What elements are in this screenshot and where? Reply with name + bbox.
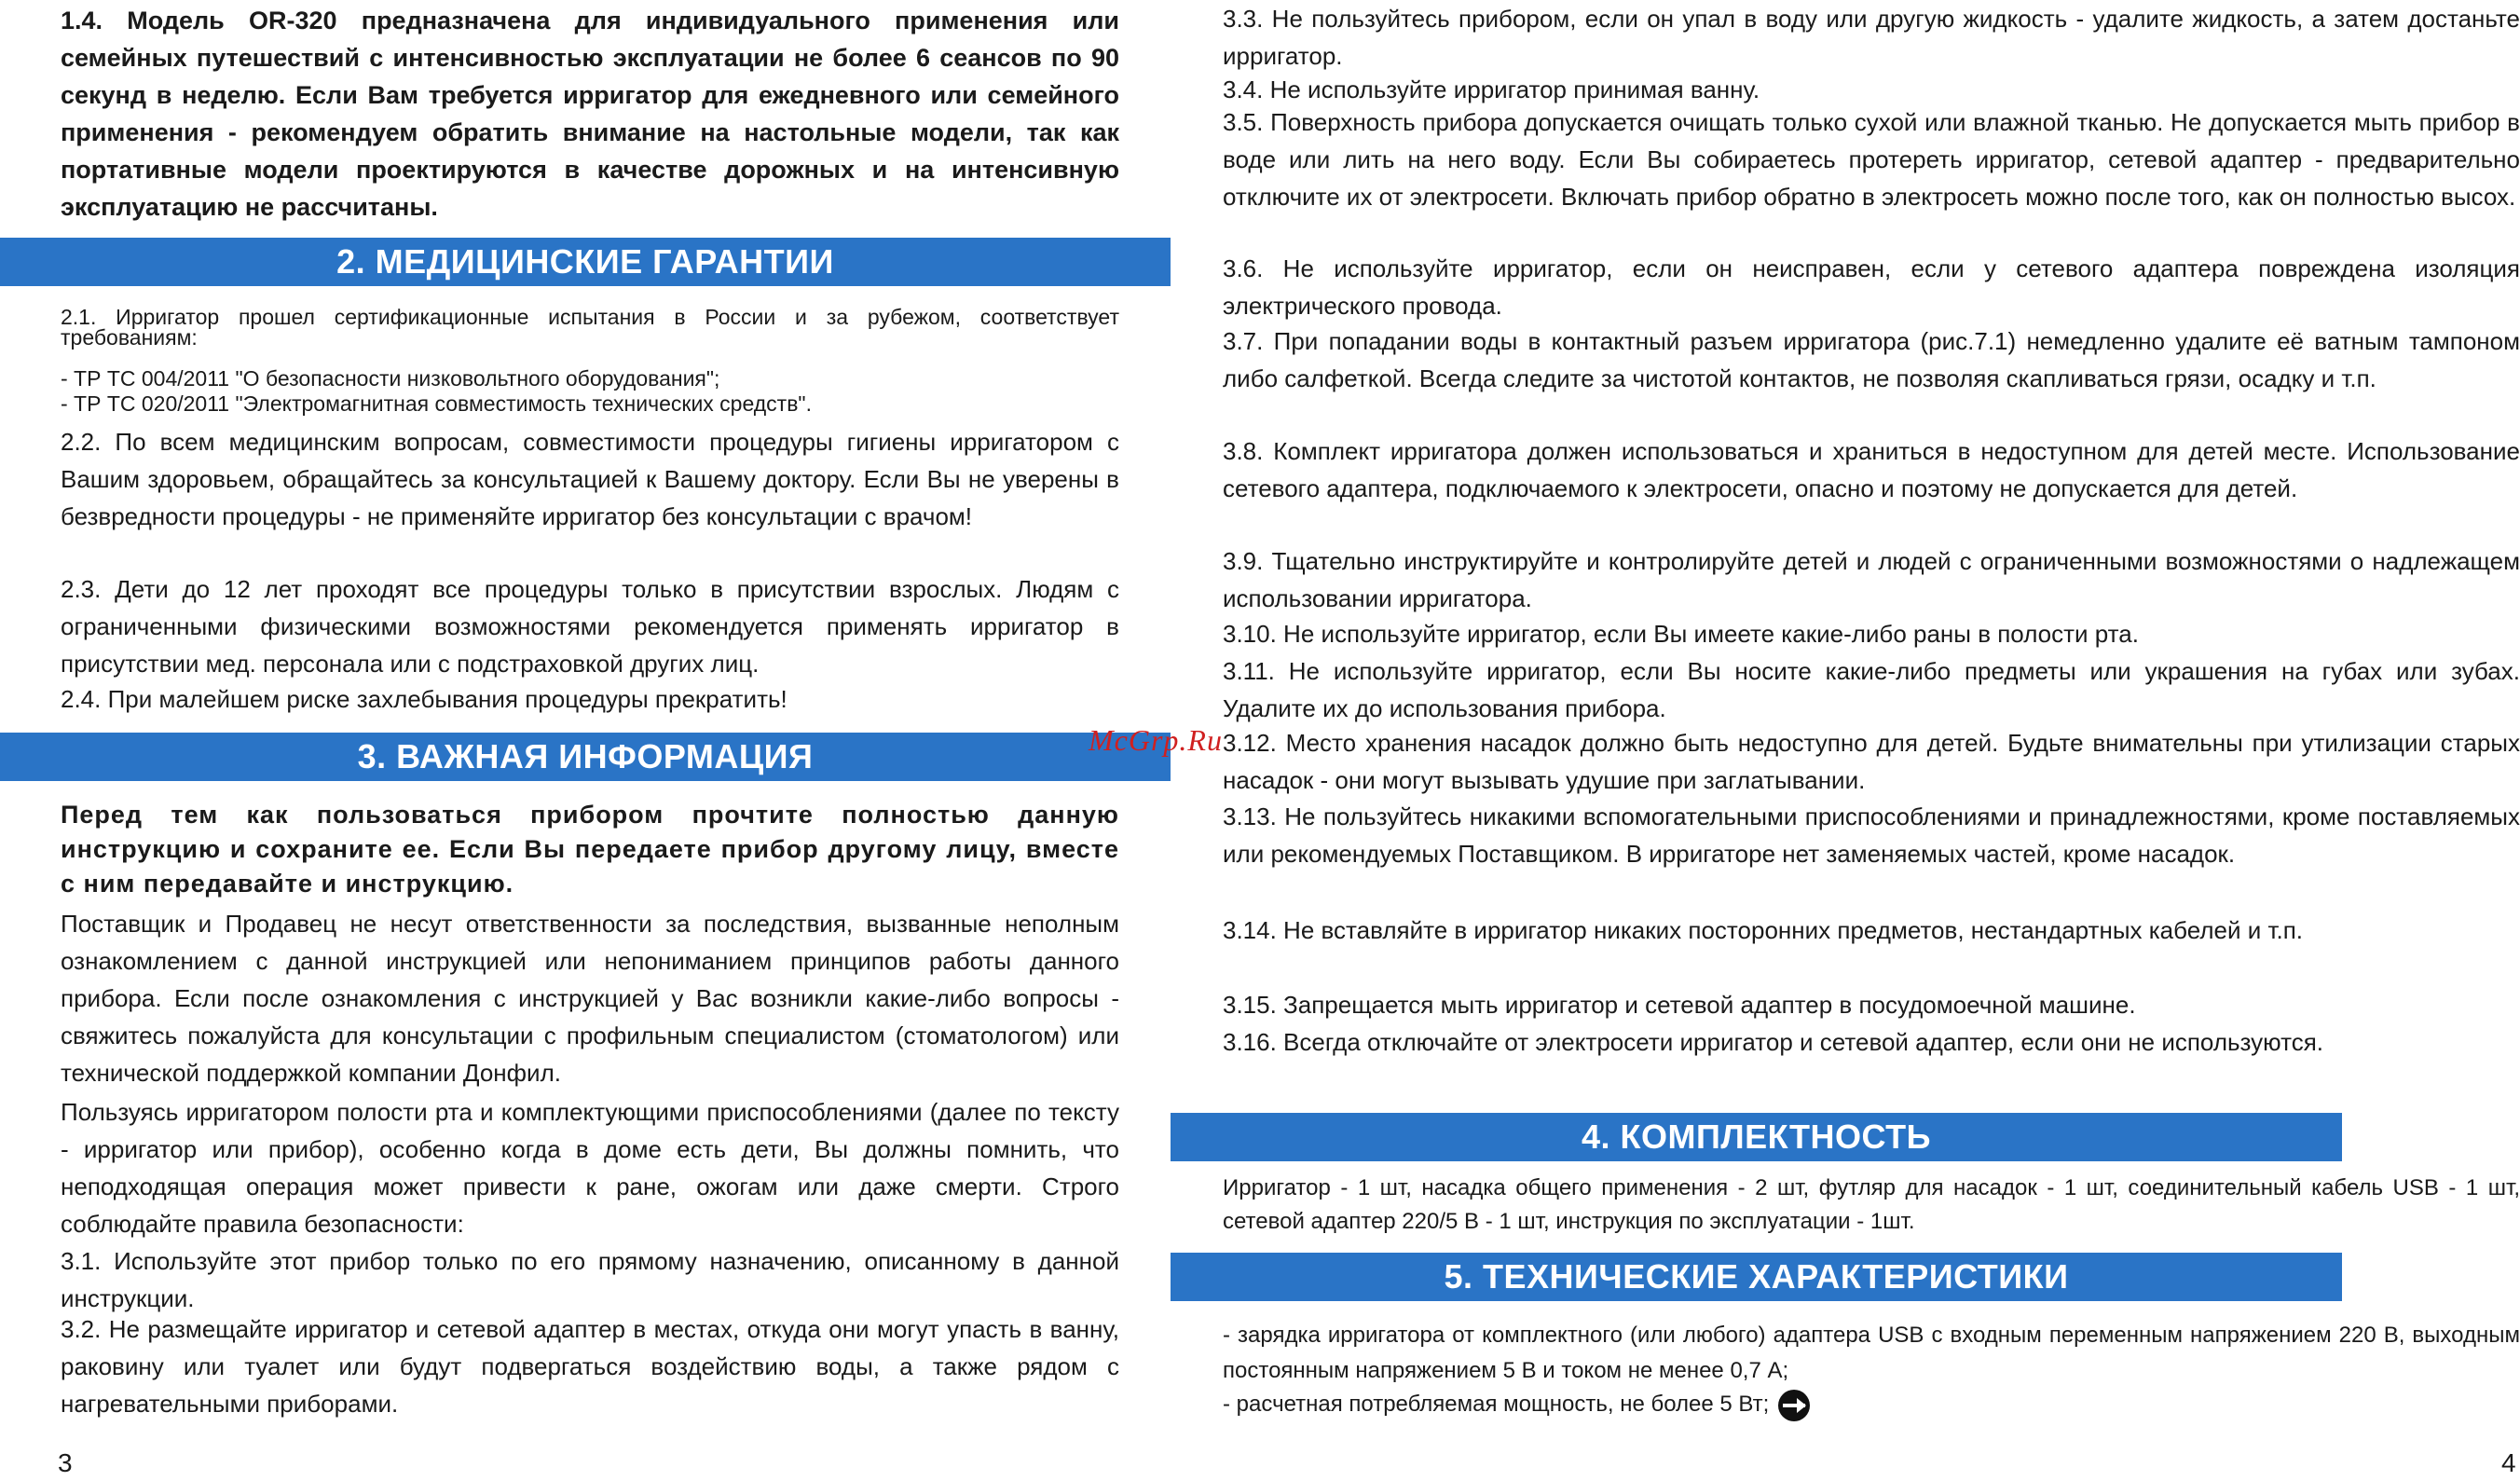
spec-charging: - зарядка ирригатора от комплектного (или любого) адаптера USB с входным переменным напряжением 220 В, выходным постоянным напряжением 5 В и током не менее 0,7 А; — [1223, 1323, 2520, 1383]
paragraph-3-2: 3.2. Не размещайте ирригатор и сетевой адаптер в местах, откуда они могут упасть в ванну, раковину или туалет или будут подвергаться воздействию воды, а также рядом с нагревательными приборами. — [61, 1315, 1119, 1418]
section-header-package-contents: 4. КОМПЛЕКТНОСТЬ — [1171, 1113, 2342, 1161]
paragraph-3-1: 3.1. Используйте этот прибор только по его прямому назначению, описанному в данной инструкции. — [61, 1247, 1119, 1312]
paragraph-2-1: 2.1. Ирригатор прошел сертификационные испытания в России и за рубежом, соответствует требованиям: — [61, 305, 1119, 350]
paragraph-3-8: 3.8. Комплект ирригатора должен использоваться и храниться в недоступном для детей месте. Использование сетевого адаптера, подключаемого к электросети, опасно и поэтому не допускается для детей. — [1223, 437, 2520, 502]
paragraph-2-1-standard-b: - ТР ТС 020/2011 "Электромагнитная совместимость технических средств". — [61, 391, 812, 416]
page-number-right: 4 — [2501, 1448, 2516, 1477]
paragraph-3-9: 3.9. Тщательно инструктируйте и контролируйте детей и людей с ограниченными возможностями о надлежащем использовании ирригатора. — [1223, 547, 2520, 612]
paragraph-3-3: 3.3. Не пользуйтесь прибором, если он упал в воду или другую жидкость - удалите жидкость, а затем достаньте ирригатор. — [1223, 5, 2520, 70]
paragraph-3-4: 3.4. Не используйте ирригатор принимая ванну. — [1223, 75, 1760, 103]
watermark: McGrp.Ru — [1089, 723, 1223, 757]
paragraph-package-contents: Ирригатор - 1 шт, насадка общего применения - 2 шт, футляр для насадок - 1 шт, соединительный кабель USB - 1 шт, сетевой адаптер 220/5 В - 1 шт, инструкция по эксплуатации - 1шт. — [1223, 1175, 2520, 1234]
arrow-right-circle-icon[interactable] — [1778, 1390, 1810, 1421]
paragraph-3-7: 3.7. При попадании воды в контактный разъем ирригатора (рис.7.1) немедленно удалите её ватным тампоном либо салфеткой. Всегда следите за чистотой контактов, не позволяя скапливаться грязи, осадку и т.п. — [1223, 327, 2520, 392]
paragraph-3-15: 3.15. Запрещается мыть ирригатор и сетевой адаптер в посудомоечной машине. — [1223, 991, 2136, 1019]
paragraph-3-14: 3.14. Не вставляйте в ирригатор никаких посторонних предметов, нестандартных кабелей и т.п. — [1223, 916, 2304, 944]
paragraph-3-5: 3.5. Поверхность прибора допускается очищать только сухой или влажной тканью. Не допускается мыть прибор в воде или лить на него воду. Если Вы собираетесь протереть ирригатор, сетевой адаптер - предварительно отключите их от электросети. Включать прибор обратно в электросеть можно после того, как он полностью высох. — [1223, 108, 2520, 211]
paragraph-1-4: 1.4. Модель OR-320 предназначена для индивидуального применения или семейных путешествий с интенсивностью эксплуатации не более 6 сеансов по 90 секунд в неделю. Если Вам требуется ирригатор для ежедневного или семейного применения - рекомендуем обратить внимание на настольные модели, так как портативные модели проектируются в качестве дорожных и на интенсивную эксплуатацию не рассчитаны. — [61, 7, 1119, 221]
paragraph-2-3: 2.3. Дети до 12 лет проходят все процедуры только в присутствии взрослых. Людям с ограниченными физическими возможностями рекомендуется применять ирригатор в присутствии мед. персонала или с подстраховкой других лиц. — [61, 575, 1119, 678]
paragraph-lead-instructions: Перед тем как пользоваться прибором прочтите полностью данную инструкцию и сохраните ее. Если Вы передаете прибор другому лицу, вместе с ним передавайте и инструкцию. — [61, 801, 1119, 898]
paragraph-3-16: 3.16. Всегда отключайте от электросети ирригатор и сетевой адаптер, если они не используются. — [1223, 1028, 2324, 1056]
paragraph-2-4: 2.4. При малейшем риске захлебывания процедуры прекратить! — [61, 685, 788, 713]
paragraph-2-1-standard-a: - ТР ТС 004/2011 "О безопасности низковольтного оборудования"; — [61, 366, 720, 391]
paragraph-3-6: 3.6. Не используйте ирригатор, если он неисправен, если у сетевого адаптера повреждена изоляция электрического провода. — [1223, 254, 2520, 320]
right-page — [1171, 0, 2520, 1481]
paragraph-2-2: 2.2. По всем медицинским вопросам, совместимости процедуры гигиены ирригатором с Вашим здоровьем, обращайтесь за консультацией к Вашему доктору. Если Вы не уверены в безвредности процедуры - не применяйте ирригатор без консультации с врачом! — [61, 428, 1119, 530]
left-page — [0, 0, 1171, 1481]
section-header-technical-specs: 5. ТЕХНИЧЕСКИЕ ХАРАКТЕРИСТИКИ — [1171, 1253, 2342, 1301]
spec-power — [1223, 1387, 2520, 1422]
paragraph-3-13: 3.13. Не пользуйтесь никакими вспомогательными приспособлениями и принадлежностями, кроме поставляемых или рекомендуемых Поставщиком. В ирригаторе нет заменяемых частей, кроме насадок. — [1223, 802, 2520, 868]
paragraph-3-11: 3.11. Не используйте ирригатор, если Вы носите какие-либо предметы или украшения на губах или зубах. Удалите их до использования прибора. — [1223, 657, 2520, 722]
section-header-important-info: 3. ВАЖНАЯ ИНФОРМАЦИЯ — [0, 733, 1171, 781]
paragraph-supplier-liability: Поставщик и Продавец не несут ответственности за последствия, вызванные неполным ознакомлением с данной инструкцией или непониманием принципов работы данного прибора. Если после ознакомления с инструкцией у Вас возникли какие-либо вопросы - свяжитесь пожалуйста для консультации с профильным специалистом (стоматологом) или технической поддержкой компании Донфил. — [61, 910, 1119, 1087]
paragraph-3-10: 3.10. Не используйте ирригатор, если Вы имеете какие-либо раны в полости рта. — [1223, 620, 2139, 648]
paragraph-usage-warning: Пользуясь ирригатором полости рта и комплектующими приспособлениями (далее по тексту - ирригатор или прибор), особенно когда в доме есть дети, Вы должны помнить, что неподходящая операция может привести к ране, ожогам или даже смерти. Строго соблюдайте правила безопасности: — [61, 1098, 1119, 1238]
spec-power-text: - расчетная потребляемая мощность, не более 5 Вт; — [1223, 1392, 1770, 1417]
section-header-medical-guarantees: 2. МЕДИЦИНСКИЕ ГАРАНТИИ — [0, 238, 1171, 286]
page-number-left: 3 — [58, 1448, 73, 1477]
paragraph-3-12: 3.12. Место хранения насадок должно быть недоступно для детей. Будьте внимательны при утилизации старых насадок - они могут вызывать удушие при заглатывании. — [1223, 729, 2520, 794]
